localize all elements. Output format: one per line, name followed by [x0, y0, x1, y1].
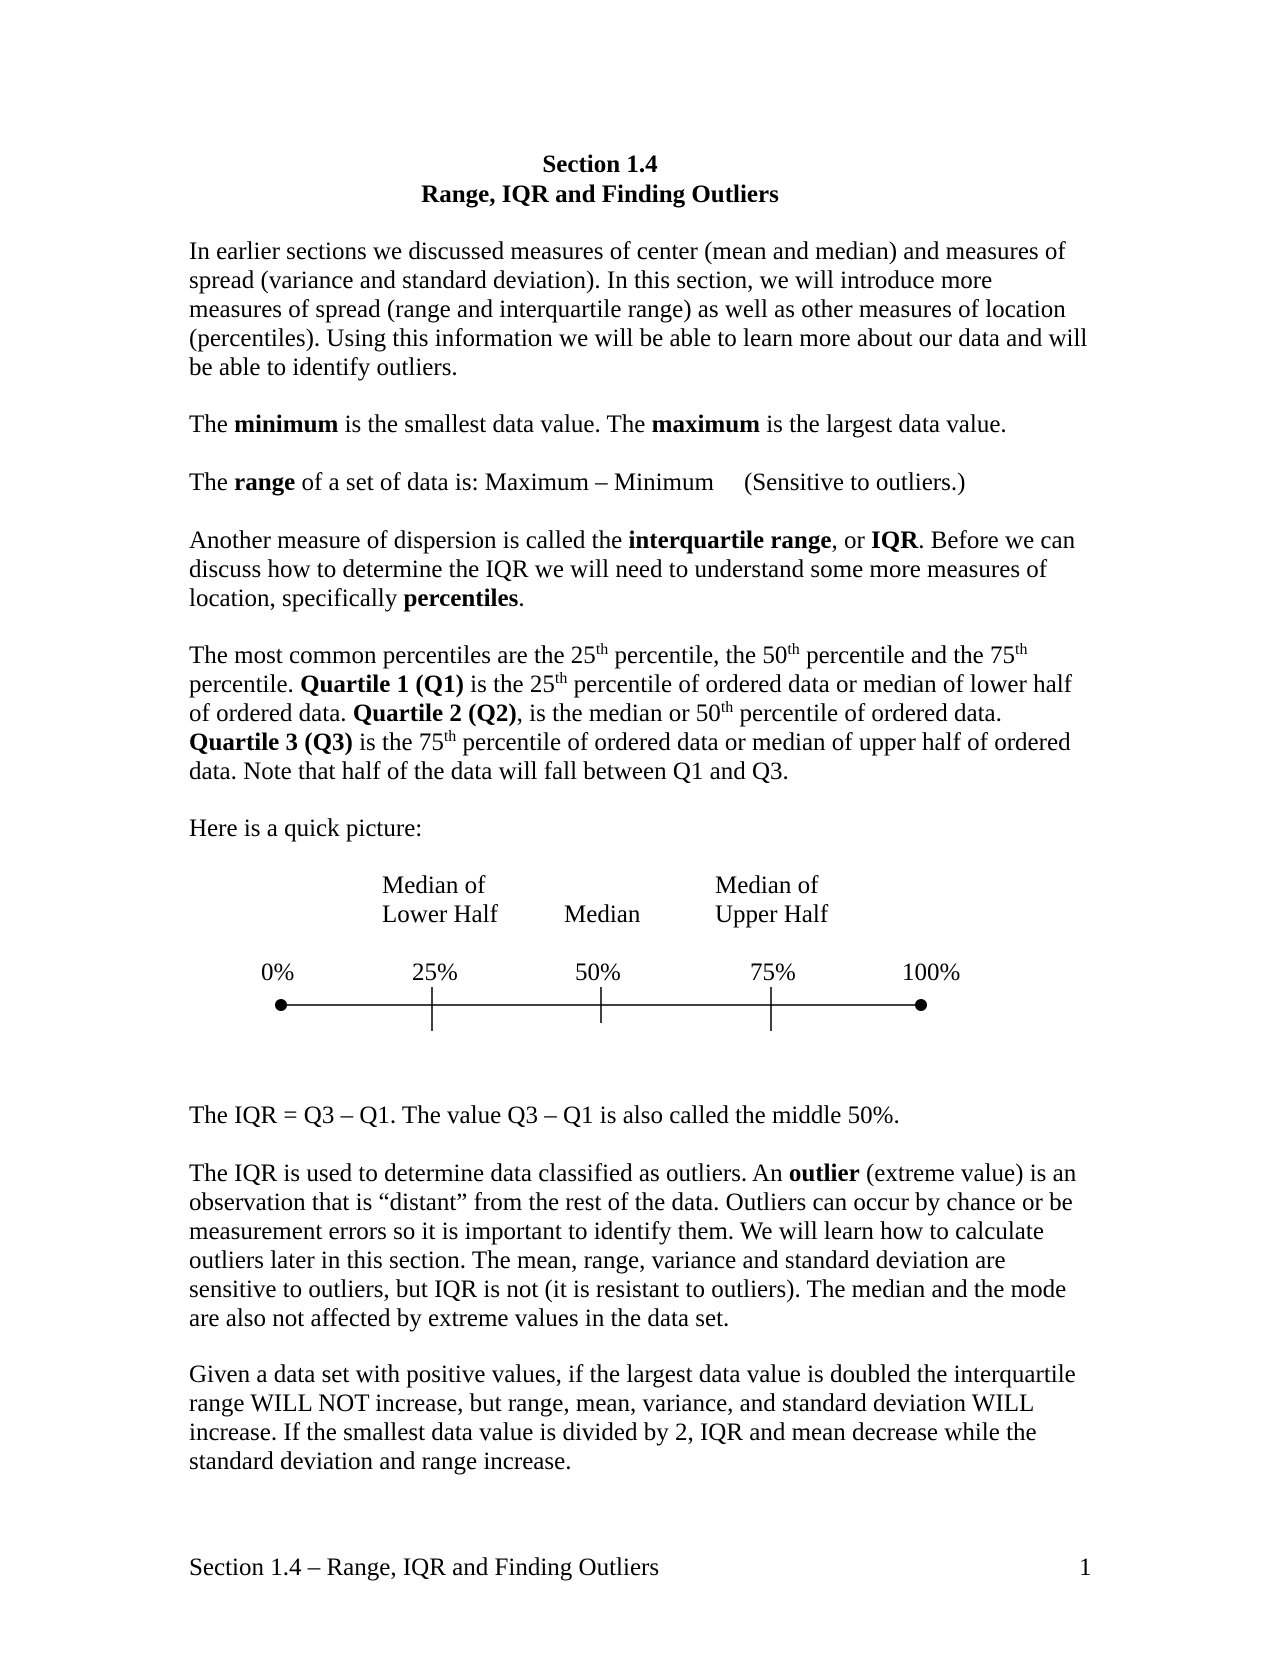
section-number: Section 1.4: [542, 151, 658, 178]
label-0-percent: 0%: [261, 959, 295, 986]
minmax-paragraph: The minimum is the smallest data value. The maximum is the largest data value.: [189, 411, 1007, 438]
iqr-intro-paragraph: Another measure of dispersion is called the interquartile range, or IQR. Before we can discuss how to determine the IQR we will need to understand some more measures of location, specifically percentiles.: [189, 527, 1076, 612]
label-median: Median: [564, 901, 641, 928]
picture-intro: Here is a quick picture:: [189, 815, 423, 842]
iqr-definition: The IQR = Q3 – Q1. The value Q3 – Q1 is also called the middle 50%.: [189, 1102, 900, 1129]
intro-paragraph: In earlier sections we discussed measures of center (mean and median) and measures of spread (variance and standard deviation). In this section, we will introduce more measures of spread (range and interquartile range) as well as other measures of location (percentiles). Using this information we will be able to learn more about our data and will be able to identify outliers.: [189, 238, 1088, 381]
endpoint-100-dot: [915, 999, 927, 1011]
label-lower-half-line1: Median of: [382, 872, 486, 899]
footer-title: Section 1.4 – Range, IQR and Finding Outliers: [189, 1554, 660, 1581]
given-paragraph: Given a data set with positive values, if the largest data value is doubled the interquartile range WILL NOT increase, but range, mean, variance, and standard deviation WILL increase. If the smallest data value is divided by 2, IQR and mean decrease while the standard deviation and range increase.: [189, 1361, 1076, 1475]
label-lower-half-line2: Lower Half: [382, 901, 498, 928]
range-note: (Sensitive to outliers.): [743, 469, 966, 496]
quartiles-paragraph: The most common percentiles are the 25th percentile, the 50th percentile and the 75th percentile. Quartile 1 (Q1) is the 25th percentile of ordered data or median of lower half of ordered data. Quartile 2 (Q2), is the median or 50th percentile of ordered data. Quartile 3 (Q3) is the 75th percentile of ordered data or median of upper half of ordered data. Note that half of the data will fall between Q1 and Q3.: [189, 641, 1072, 785]
label-75-percent: 75%: [750, 959, 796, 986]
label-upper-half-line2: Upper Half: [715, 901, 829, 928]
label-100-percent: 100%: [902, 959, 961, 986]
outlier-paragraph: The IQR is used to determine data classified as outliers. An outlier (extreme value) is an observation that is “distant” from the rest of the data. Outliers can occur by chance or be measurement errors so it is important to identify them. We will learn how to calculate outliers later in this section. The mean, range, variance and standard deviation are sensitive to outliers, but IQR is not (it is resistant to outliers). The median and the mode are also not affected by extreme values in the data set.: [189, 1160, 1077, 1332]
label-50-percent: 50%: [575, 959, 621, 986]
label-upper-half-line1: Median of: [715, 872, 819, 899]
section-title: Range, IQR and Finding Outliers: [421, 181, 779, 208]
endpoint-0-dot: [275, 999, 287, 1011]
page-number: 1: [1079, 1554, 1092, 1581]
range-paragraph: The range of a set of data is: Maximum – Minimum (Sensitive to outliers.): [189, 469, 966, 496]
label-25-percent: 25%: [412, 959, 458, 986]
